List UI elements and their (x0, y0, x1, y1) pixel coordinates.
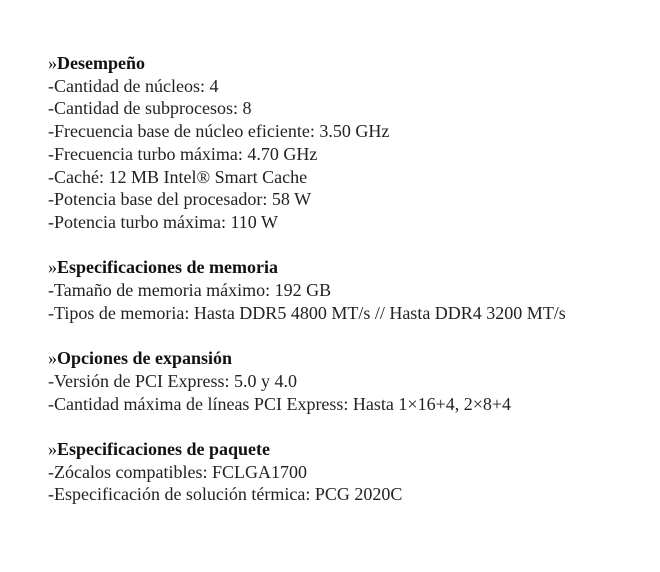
section-title: Desempeño (57, 53, 145, 73)
spec-item: -Cantidad de núcleos: 4 (48, 75, 219, 96)
section-title: Especificaciones de memoria (57, 257, 278, 278)
section-paquete (48, 438, 566, 506)
spec-item: -Tipos de memoria: Hasta DDR5 4800 MT/s // Hasta DDR4 3200 MT/s (48, 302, 566, 323)
section-expansion (48, 347, 566, 415)
section-heading (48, 438, 566, 461)
section-title: Opciones de expansión (57, 348, 233, 369)
double-chevron-icon: » (48, 257, 57, 278)
spec-item: -Frecuencia turbo máxima: 4.70 GHz (48, 143, 318, 164)
double-chevron-icon: » (48, 53, 57, 73)
section-heading (48, 347, 566, 370)
spec-item: -Potencia base del procesador: 58 W (48, 189, 312, 210)
section-heading (48, 52, 566, 75)
double-chevron-icon: » (48, 348, 57, 369)
spec-item: -Potencia turbo máxima: 110 W (48, 211, 278, 232)
section-memoria (48, 256, 566, 324)
spec-item: -Tamaño de memoria máximo: 192 GB (48, 280, 332, 301)
spec-item: -Caché: 12 MB Intel® Smart Cache (48, 166, 308, 187)
spec-document (48, 52, 566, 529)
spec-item: -Zócalos compatibles: FCLGA1700 (48, 461, 307, 482)
section-title: Especificaciones de paquete (57, 438, 270, 459)
section-desempeno (48, 52, 566, 234)
spec-item: -Versión de PCI Express: 5.0 y 4.0 (48, 370, 297, 391)
spec-item: -Cantidad de subprocesos: 8 (48, 98, 252, 119)
spec-item: -Frecuencia base de núcleo eficiente: 3.50 GHz (48, 121, 390, 142)
spec-item: -Especificación de solución térmica: PCG 2020C (48, 484, 403, 505)
spec-item: -Cantidad máxima de líneas PCI Express: Hasta 1×16+4, 2×8+4 (48, 393, 512, 414)
double-chevron-icon: » (48, 438, 57, 459)
section-heading (48, 256, 566, 279)
